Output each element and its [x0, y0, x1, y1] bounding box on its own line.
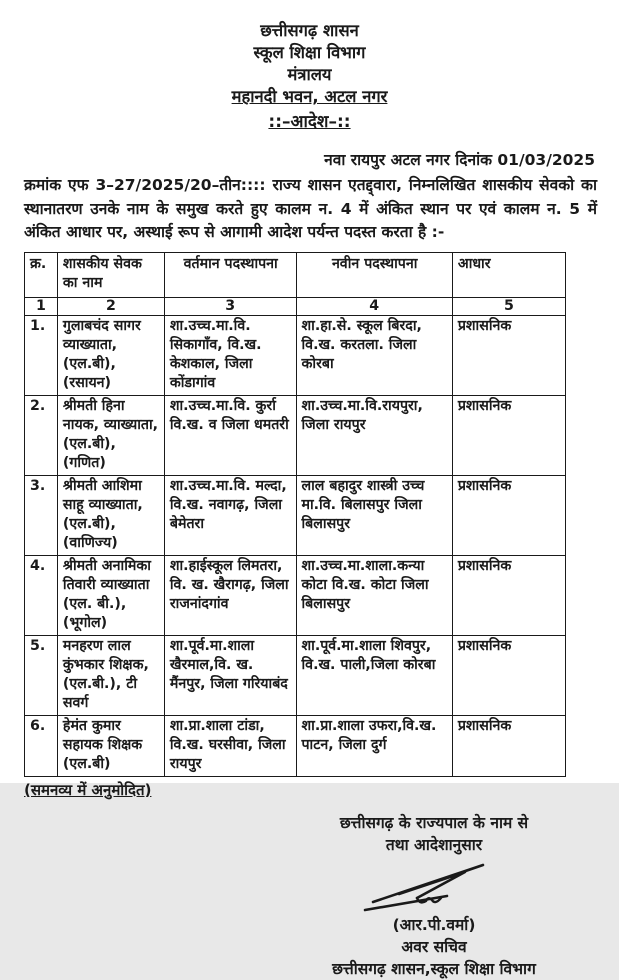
cell-sn: 3.	[25, 475, 58, 555]
table-row	[25, 395, 566, 475]
header-cell-basis: आधार	[452, 252, 565, 297]
cell-basis: प्रशासनिक	[452, 395, 565, 475]
place-date-line: नवा रायपुर अटल नगर दिनांक 01/03/2025	[324, 151, 595, 169]
cell-basis: प्रशासनिक	[452, 635, 565, 715]
signature-icon	[359, 858, 509, 916]
cell-basis: प्रशासनिक	[452, 555, 565, 635]
cell-sn: 1.	[25, 315, 58, 395]
transfer-table	[24, 252, 566, 777]
header-address: महानदी भवन, अटल नगर	[231, 87, 388, 106]
cell-name: हेमंत कुमार सहायक शिक्षक (एल.बी)	[57, 715, 164, 776]
cell-basis: प्रशासनिक	[452, 315, 565, 395]
cell-basis: प्रशासनिक	[452, 715, 565, 776]
signatory-name: (आर.पी.वर्मा)	[392, 915, 476, 934]
cell-new-posting: शा.हा.से. स्कूल बिरदा, वि.ख. करतला. जिला कोरबा	[296, 315, 452, 395]
table-header-row	[25, 252, 566, 297]
header-government: छत्तीसगढ़ शासन	[260, 21, 359, 40]
order-number: क्रमांक एफ 3–27/2025/20–तीन::::	[24, 176, 266, 194]
order-body-text: राज्य शासन एतद्द्वारा, निम्नलिखित शासकीय सेवको का स्थानातरण उनके नाम के समुख करते हुए कालम न. 4 में अंकित स्थान पर एवं कालम न. 5 में अंकित आधार पर, अस्थाई रूप से आगामी आदेश पर्यन्त पदस्त करता है :-	[24, 176, 597, 241]
cell-name: गुलाबचंद सागर व्याख्याता, (एल.बी), (रसायन)	[57, 315, 164, 395]
cell-current-posting: शा.उच्च.मा.वि. सिकागाँव, वि.ख. केशकाल, जिला कोंडागांव	[164, 315, 296, 395]
cell-sn: 5.	[25, 635, 58, 715]
header-cell-name: शासकीय सेवक का नाम	[57, 252, 164, 297]
cell-current-posting: शा.हाईस्कूल लिमतरा, वि. ख. खैरागढ़, जिला राजनांदगांव	[164, 555, 296, 635]
colnum-2: 2	[57, 297, 164, 315]
cell-sn: 4.	[25, 555, 58, 635]
cell-current-posting: शा.पूर्व.मा.शाला खैरमाल,वि. ख. मैंनपुर, जिला गरियाबंद	[164, 635, 296, 715]
cell-name: श्रीमती हिना नायक, व्याख्याता, (एल.बी), (गणित)	[57, 395, 164, 475]
header-cell-sn: क्र.	[25, 252, 58, 297]
authority-line-1: छत्तीसगढ़ के राज्यपाल के नाम से	[339, 813, 529, 832]
signature-block	[279, 812, 589, 980]
cell-current-posting: शा.उच्च.मा.वि. कुर्रा वि.ख. व जिला धमतरी	[164, 395, 296, 475]
table-row	[25, 315, 566, 395]
cell-name: मनहरण लाल कुंभकार शिक्षक, (एल.बी.), टी सवर्ग	[57, 635, 164, 715]
table-row	[25, 555, 566, 635]
document-header	[0, 0, 619, 133]
signatory-department: छत्तीसगढ़ शासन,स्कूल शिक्षा विभाग	[332, 959, 536, 978]
cell-basis: प्रशासनिक	[452, 475, 565, 555]
colnum-1: 1	[25, 297, 58, 315]
table-row	[25, 635, 566, 715]
cell-current-posting: शा.प्रा.शाला टांडा, वि.ख. घरसीवा, जिला रायपुर	[164, 715, 296, 776]
table-row	[25, 475, 566, 555]
table-row	[25, 715, 566, 776]
cell-new-posting: शा.उच्च.मा.शाला.कन्या कोटा वि.ख. कोटा जिला बिलासपुर	[296, 555, 452, 635]
cell-new-posting: शा.उच्च.मा.वि.रायपुरा, जिला रायपुर	[296, 395, 452, 475]
cell-new-posting: शा.पूर्व.मा.शाला शिवपुर, वि.ख. पाली,जिला कोरबा	[296, 635, 452, 715]
cell-new-posting: शा.प्रा.शाला उफरा,वि.ख. पाटन, जिला दुर्ग	[296, 715, 452, 776]
header-department: स्कूल शिक्षा विभाग	[253, 43, 366, 62]
colnum-3: 3	[164, 297, 296, 315]
cell-sn: 2.	[25, 395, 58, 475]
cell-name: श्रीमती आशिमा साहू व्याख्याता, (एल.बी), (वाणिज्य)	[57, 475, 164, 555]
header-cell-new: नवीन पदस्थापना	[296, 252, 452, 297]
signatory-title: अवर सचिव	[401, 937, 467, 956]
cell-name: श्रीमती अनामिका तिवारी व्याख्याता (एल. बी.), (भूगोल)	[57, 555, 164, 635]
order-title: ::–आदेश–::	[268, 112, 351, 132]
colnum-4: 4	[296, 297, 452, 315]
cell-current-posting: शा.उच्च.मा.वि. मल्दा, वि.ख. नवागढ़, जिला बेमेतरा	[164, 475, 296, 555]
authority-line-2: तथा आदेशानुसार	[385, 835, 483, 854]
colnum-5: 5	[452, 297, 565, 315]
order-body-paragraph	[24, 174, 597, 245]
header-ministry: मंत्रालय	[287, 65, 332, 84]
cell-new-posting: लाल बहादुर शास्त्री उच्च मा.वि. बिलासपुर जिला बिलासपुर	[296, 475, 452, 555]
cell-sn: 6.	[25, 715, 58, 776]
header-cell-current: वर्तमान पदस्थापना	[164, 252, 296, 297]
approval-note: (समनव्य में अनुमोदित)	[24, 780, 152, 799]
table-column-number-row	[25, 297, 566, 315]
